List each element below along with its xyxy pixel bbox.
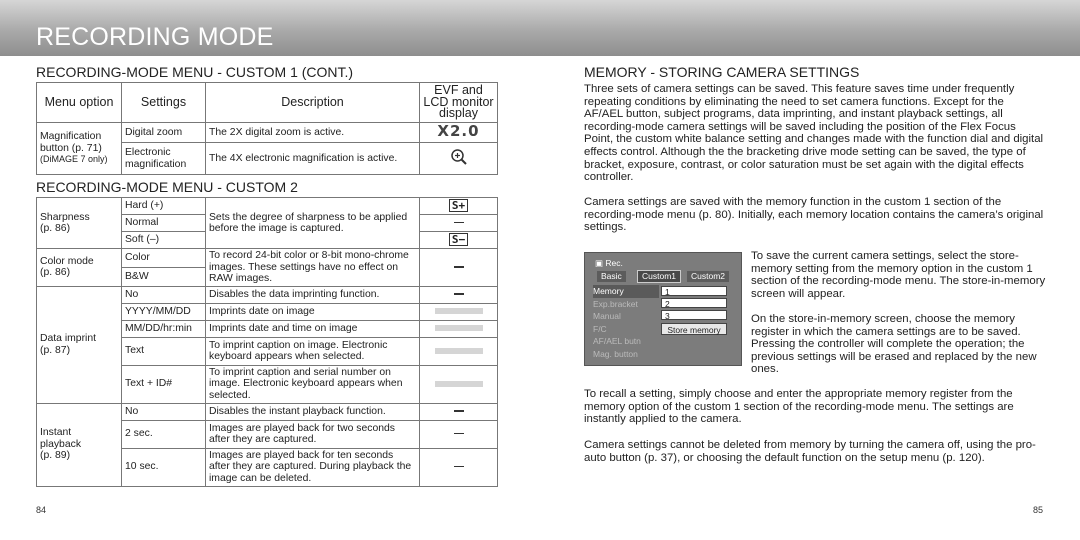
lcd-menu-item: F/C	[593, 323, 607, 334]
lcd-register-3: 3	[661, 310, 727, 320]
magnifier-plus-icon	[450, 148, 468, 166]
lcd-register-2: 2	[661, 298, 727, 308]
setting-digital-zoom: Digital zoom	[122, 123, 206, 143]
setting-normal: Normal	[122, 215, 206, 232]
save-settings-paragraph: To save the current camera settings, select the store-memory setting from the memory option in the custom 1 section of the recording-mode menu. The store-in-memory screen will appear.	[751, 250, 1046, 300]
page-title: RECORDING MODE	[36, 23, 274, 51]
setting-imprint-no: No	[122, 286, 206, 303]
desc-imprint-no: Disables the data imprinting function.	[206, 286, 420, 303]
lcd-tab-custom2: Custom2	[687, 271, 729, 282]
col-header-settings: Settings	[122, 83, 206, 123]
imprint-bar-icon	[435, 381, 483, 387]
store-memory-lcd-screen	[584, 252, 742, 366]
memory-location-paragraph: Camera settings are saved with the memory function in the custom 1 section of the recording-mode menu (p. 80). Initially, each memory location contains the camera’s original settings.	[584, 196, 1044, 234]
magnification-option: Magnification button (p. 71) (DiMAGE 7 only)	[37, 123, 122, 175]
lcd-menu-item: Manual	[593, 311, 621, 321]
imprint-bar-icon	[435, 308, 483, 314]
imprint-bar-icon	[435, 348, 483, 354]
desc-playback-no: Disables the instant playback function.	[206, 403, 420, 420]
desc-digital-zoom: The 2X digital zoom is active.	[206, 123, 420, 143]
lcd-register-1: 1	[661, 286, 727, 296]
lcd-menu-item: AF/AEL butn	[593, 336, 641, 346]
desc-imprint-text-id: To imprint caption and serial number on image. Electronic keyboard appears when selected.	[206, 365, 420, 403]
col-header-menu-option: Menu option	[37, 83, 122, 123]
desc-imprint-date: Imprints date on image	[206, 303, 420, 320]
sharpness-option: Sharpness (p. 86)	[37, 198, 122, 249]
dash-icon	[454, 266, 464, 268]
store-in-memory-paragraph: On the store-in-memory screen, choose the memory register in which the camera settings are to be saved. Pressing the controller will complete the operation; the previous settings will be erased and replaced by the new ones.	[751, 313, 1037, 376]
setting-color: Color	[122, 249, 206, 268]
desc-playback-10sec: Images are played back for ten seconds after they are captured. During playback the image can be deleted.	[206, 448, 420, 486]
dash-icon	[454, 410, 464, 412]
camera-icon: ▣	[595, 258, 604, 268]
setting-bw: B&W	[122, 267, 206, 286]
lcd-tabs	[591, 271, 735, 282]
setting-imprint-text-id: Text + ID#	[122, 365, 206, 403]
desc-electronic-magnification: The 4X electronic magnification is active.	[206, 143, 420, 175]
col-header-display: EVF and LCD monitor display	[420, 83, 498, 123]
custom1-table	[36, 82, 498, 175]
setting-electronic-magnification: Electronic magnification	[122, 143, 206, 175]
dash-icon	[454, 433, 464, 435]
imprint-bar-icon	[435, 325, 483, 331]
desc-color-mode: To record 24-bit color or 8-bit mono-chrome images. These settings have no effect on RAW images.	[206, 249, 420, 287]
desc-playback-2sec: Images are played back for two seconds after they are captured.	[206, 420, 420, 448]
table1-title: RECORDING-MODE MENU - CUSTOM 1 (CONT.)	[36, 64, 354, 80]
desc-imprint-datetime: Imprints date and time on image	[206, 320, 420, 337]
memory-intro-paragraph: Three sets of camera settings can be saved. This feature saves time under frequently repeating conditions by eliminating the need to set camera functions. Except for the AF/AEL button, subject programs, data imprinting, and instant playback settings, all recording-mode camera settings will be saved including the position of the Flex Focus Point, the custom white balance setting and changes made with the function dial and digital effects control. Although the the bracketing drive mode setting can be saved, the type of bracket, exposure, contrast, or color saturation must be set again with the digital effects controller.	[584, 83, 1044, 184]
color-mode-option: Color mode (p. 86)	[37, 249, 122, 287]
delete-memory-paragraph: Camera settings cannot be deleted from memory by turning the camera off, using the pro-auto button (p. 37), or choosing the default function on the setup menu (p. 120).	[584, 439, 1036, 464]
dash-icon	[454, 293, 464, 295]
desc-imprint-text: To imprint caption on image. Electronic keyboard appears when selected.	[206, 337, 420, 365]
setting-playback-2sec: 2 sec.	[122, 420, 206, 448]
col-header-description: Description	[206, 83, 420, 123]
memory-title: MEMORY - STORING CAMERA SETTINGS	[584, 64, 860, 80]
setting-soft: Soft (–)	[122, 232, 206, 249]
desc-sharpness: Sets the degree of sharpness to be applied before the image is captured.	[206, 198, 420, 249]
digital-zoom-display-icon: X2.0	[420, 123, 498, 143]
sharpness-hard-icon: S+	[449, 199, 468, 212]
setting-playback-no: No	[122, 403, 206, 420]
setting-imprint-text: Text	[122, 337, 206, 365]
lcd-menu-item: Exp.bracket	[593, 298, 638, 309]
lcd-tab-custom1: Custom1	[637, 270, 681, 283]
table2-title: RECORDING-MODE MENU - CUSTOM 2	[36, 179, 298, 195]
custom2-table	[36, 197, 498, 487]
setting-playback-10sec: 10 sec.	[122, 448, 206, 486]
data-imprint-option: Data imprint (p. 87)	[37, 286, 122, 403]
lcd-menu-item: Memory	[593, 285, 659, 298]
lcd-store-memory-label: Store memory	[661, 323, 727, 335]
dash-icon	[454, 466, 464, 468]
sharpness-soft-icon: S−	[449, 233, 468, 246]
setting-imprint-date: YYYY/MM/DD	[122, 303, 206, 320]
instant-playback-option: Instant playback (p. 89)	[37, 403, 122, 486]
lcd-menu-list	[593, 285, 659, 360]
recall-setting-paragraph: To recall a setting, simply choose and enter the appropriate memory register from the memory option of the custom 1 section of the recording-mode menu. The settings are instantly applied to the camera.	[584, 388, 1014, 426]
page-number-right: 85	[1033, 505, 1044, 515]
lcd-menu-item: Mag. button	[593, 348, 638, 359]
setting-imprint-datetime: MM/DD/hr:min	[122, 320, 206, 337]
lcd-rec-label: Rec.	[605, 258, 623, 268]
setting-hard: Hard (+)	[122, 198, 206, 215]
page-number-left: 84	[36, 505, 47, 515]
dash-icon	[454, 222, 464, 224]
lcd-tab-basic: Basic	[597, 271, 626, 282]
